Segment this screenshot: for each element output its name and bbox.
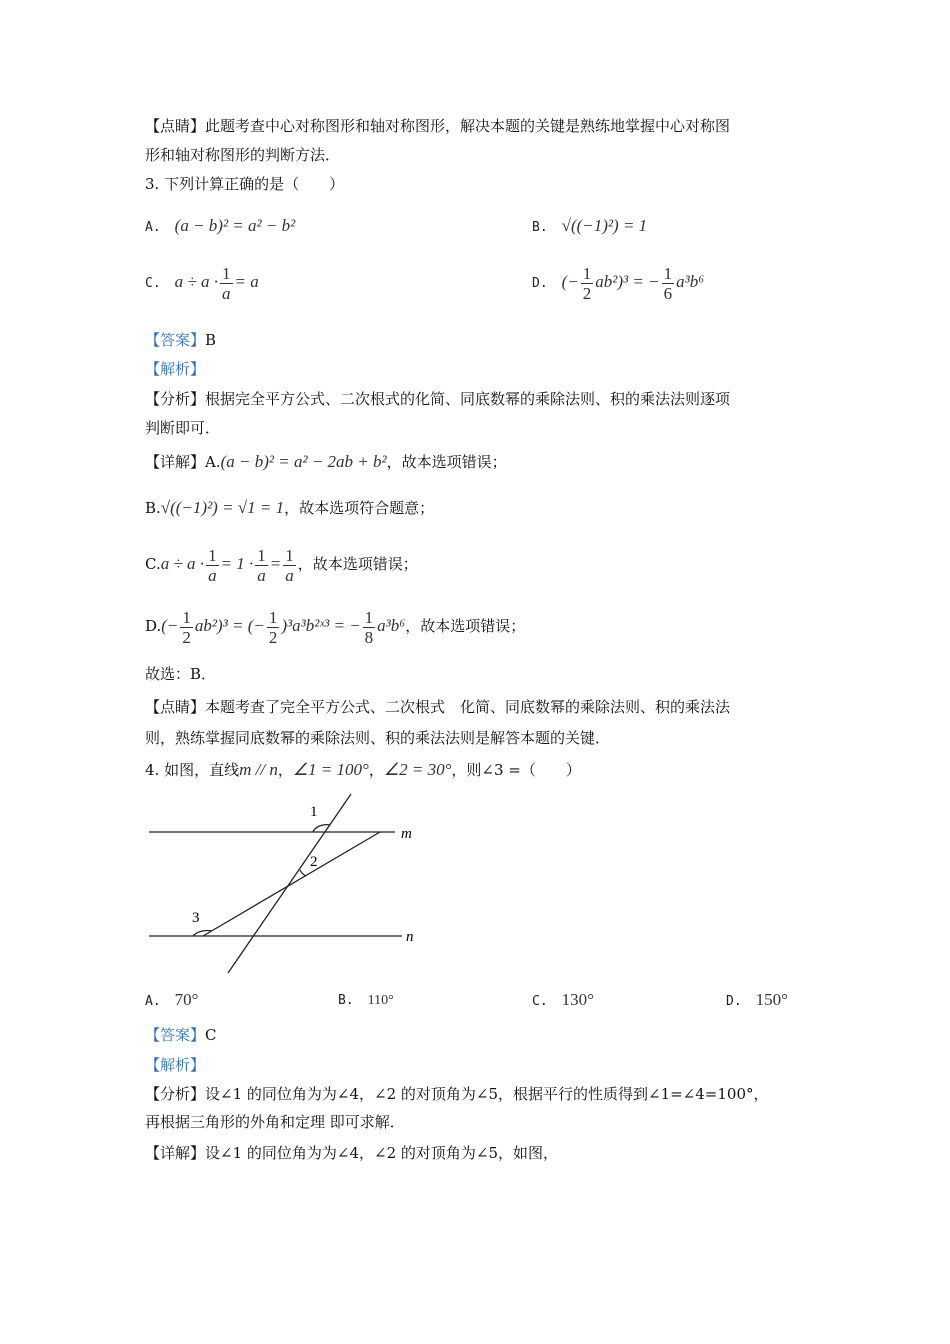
option-label: B. <box>338 993 354 1008</box>
fenxi-text: 设∠1 的同位角为为∠4，∠2 的对顶角为∠5，根据平行的性质得到∠1=∠4=100°， <box>205 1085 769 1103</box>
denominator: 2 <box>268 627 278 647</box>
detail-text: ，故本选项错误； <box>297 555 418 573</box>
expr-part: a³b⁶ <box>676 272 705 292</box>
numerator: 1 <box>364 607 374 627</box>
detail-text: ，故本选项符合题意； <box>284 499 435 517</box>
dianjing-line2: 形和轴对称图形的判断方法． <box>145 146 341 164</box>
detail-text: ，故本选项错误； <box>405 617 526 635</box>
q3-jiexi-tag: 【解析】 <box>145 360 206 378</box>
fraction <box>267 608 280 647</box>
math-expr: m // n <box>239 760 278 779</box>
label: D. <box>145 617 162 635</box>
fraction <box>363 608 376 647</box>
fenxi-text: 根据完全平方公式、二次根式的化简、同底数幂的乘除法则、积的乘法法则逐项 <box>205 390 731 408</box>
stem-text: 4. 如图，直线 <box>145 761 240 779</box>
stem-text: ， <box>368 761 384 779</box>
angle-1-label: 1 <box>310 804 318 820</box>
numerator: 1 <box>257 545 266 565</box>
numerator: 1 <box>208 545 217 565</box>
q4-option-a <box>145 990 198 1010</box>
numerator: 1 <box>268 607 278 627</box>
numerator: 1 <box>582 264 592 283</box>
q3-detail-d <box>145 606 525 647</box>
numerator: 1 <box>285 545 294 565</box>
option-label: C. <box>532 994 548 1009</box>
fraction <box>180 608 193 647</box>
dianjing-tag: 【点睛】 <box>145 117 206 135</box>
fraction <box>662 264 675 303</box>
option-value: 150° <box>755 990 788 1009</box>
line-m-label: m <box>401 826 412 842</box>
transversal-line <box>228 794 351 973</box>
fenxi-tag: 【分析】 <box>145 390 206 408</box>
q3-option-d <box>532 264 704 303</box>
q4-jiexi-tag: 【解析】 <box>145 1056 206 1074</box>
stem-text: ，则∠3 =（ ） <box>451 761 581 779</box>
expr-part: = a <box>234 272 259 292</box>
answer-value: B <box>205 331 217 349</box>
dianjing-paragraph <box>145 116 730 136</box>
angle-2-arc <box>300 870 306 876</box>
q4-fenxi <box>145 1084 769 1104</box>
q3-dianjing-line2: 则，熟练掌握同底数幂的乘除法则、积的乘法法则是解答本题的关键． <box>145 729 611 747</box>
expr-part: (− <box>161 616 179 635</box>
math-expr: ∠2 = 30° <box>383 760 452 779</box>
q4-answer <box>145 1025 217 1045</box>
fraction <box>581 264 594 303</box>
angle-3-arc <box>193 931 212 936</box>
option-label: D. <box>532 276 548 292</box>
numerator: 1 <box>222 264 231 283</box>
fraction <box>255 546 268 585</box>
expr-part: a³b⁶ <box>377 616 406 635</box>
denominator: 2 <box>582 284 592 303</box>
detail-text: ，故本选项错误； <box>386 453 507 471</box>
question-4-stem <box>145 760 581 780</box>
q3-dianjing <box>145 697 730 717</box>
option-label: B. <box>532 220 548 235</box>
dianjing-text: 此题考查中心对称图形和轴对称图形，解决本题的关键是熟练地掌握中心对称图 <box>205 117 731 135</box>
q3-answer <box>145 330 216 350</box>
xiangjie-tag: 【详解】 <box>145 1144 206 1162</box>
expr-part: ab²)³ = (− <box>194 616 265 635</box>
q3-option-b <box>532 216 647 236</box>
math-expr: √((−1)²) = √1 = 1 <box>160 498 285 517</box>
q4-option-c <box>532 990 594 1010</box>
denominator: a <box>285 565 294 585</box>
math-expr: (a − b)² = a² − 2ab + b² <box>220 452 387 471</box>
option-label: C. <box>145 276 161 292</box>
q3-option-a <box>145 216 295 236</box>
expr-part: )³a³b²ˣ³ = − <box>281 616 361 635</box>
denominator: a <box>208 565 217 585</box>
q3-conclusion: 故选：B． <box>145 665 217 683</box>
line-n-label: n <box>406 929 414 945</box>
fraction <box>220 264 233 303</box>
answer-tag: 【答案】 <box>145 1026 206 1044</box>
label: B. <box>145 499 161 517</box>
option-value: 110° <box>367 993 394 1008</box>
q3-fenxi-line2: 判断即可． <box>145 419 221 437</box>
expr-part: (− <box>561 272 579 292</box>
option-label: D. <box>726 994 742 1009</box>
q3-option-c <box>145 264 259 303</box>
oblique-line <box>203 832 380 936</box>
q3-detail-a <box>145 452 507 472</box>
option-expr: √((−1)²) = 1 <box>561 216 648 235</box>
q3-detail-c <box>145 544 418 585</box>
numerator: 1 <box>182 607 191 627</box>
expr-part: = 1 · <box>220 554 254 573</box>
expr-part: ab²)³ = − <box>595 272 660 292</box>
q3-fenxi <box>145 389 730 409</box>
math-expr: ∠1 = 100° <box>292 760 369 779</box>
denominator: a <box>257 565 266 585</box>
angle-2-label: 2 <box>310 854 318 870</box>
q4-fenxi-line2: 再根据三角形的外角和定理 即可求解． <box>145 1113 405 1131</box>
expr-part: a ÷ a · <box>160 554 205 573</box>
fraction <box>206 546 219 585</box>
fenxi-tag: 【分析】 <box>145 1085 206 1103</box>
label: A. <box>205 453 221 471</box>
q4-xiangjie <box>145 1143 558 1163</box>
option-label: A. <box>145 994 161 1009</box>
stem-text: ， <box>277 761 293 779</box>
dianjing-text: 本题考查了完全平方公式、二次根式 化简、同底数幂的乘除法则、积的乘法法 <box>205 698 731 716</box>
xiangjie-text: 设∠1 的同位角为为∠4，∠2 的对顶角为∠5，如图， <box>205 1144 559 1162</box>
q4-option-b <box>338 990 394 1009</box>
angle-3-label: 3 <box>192 910 200 926</box>
numerator: 1 <box>663 264 673 283</box>
denominator: 2 <box>182 627 191 647</box>
option-label: A. <box>145 220 161 235</box>
dianjing-tag: 【点睛】 <box>145 698 206 716</box>
parallel-lines-figure <box>140 780 440 980</box>
expr-part: = <box>269 554 282 573</box>
answer-tag: 【答案】 <box>145 331 206 349</box>
question-3-stem: 3. 下列计算正确的是（ ） <box>145 175 345 193</box>
fraction <box>283 546 296 585</box>
option-value: 130° <box>561 990 594 1009</box>
answer-value: C <box>205 1026 217 1044</box>
denominator: 8 <box>364 627 374 647</box>
option-value: 70° <box>174 990 199 1009</box>
q4-option-d <box>726 990 788 1010</box>
xiangjie-tag: 【详解】 <box>145 453 206 471</box>
label: C. <box>145 555 161 573</box>
denominator: a <box>222 284 231 303</box>
denominator: 6 <box>663 284 673 303</box>
q3-detail-b <box>145 498 434 518</box>
option-expr: (a − b)² = a² − b² <box>174 216 296 235</box>
expr-part: a ÷ a · <box>174 272 218 292</box>
